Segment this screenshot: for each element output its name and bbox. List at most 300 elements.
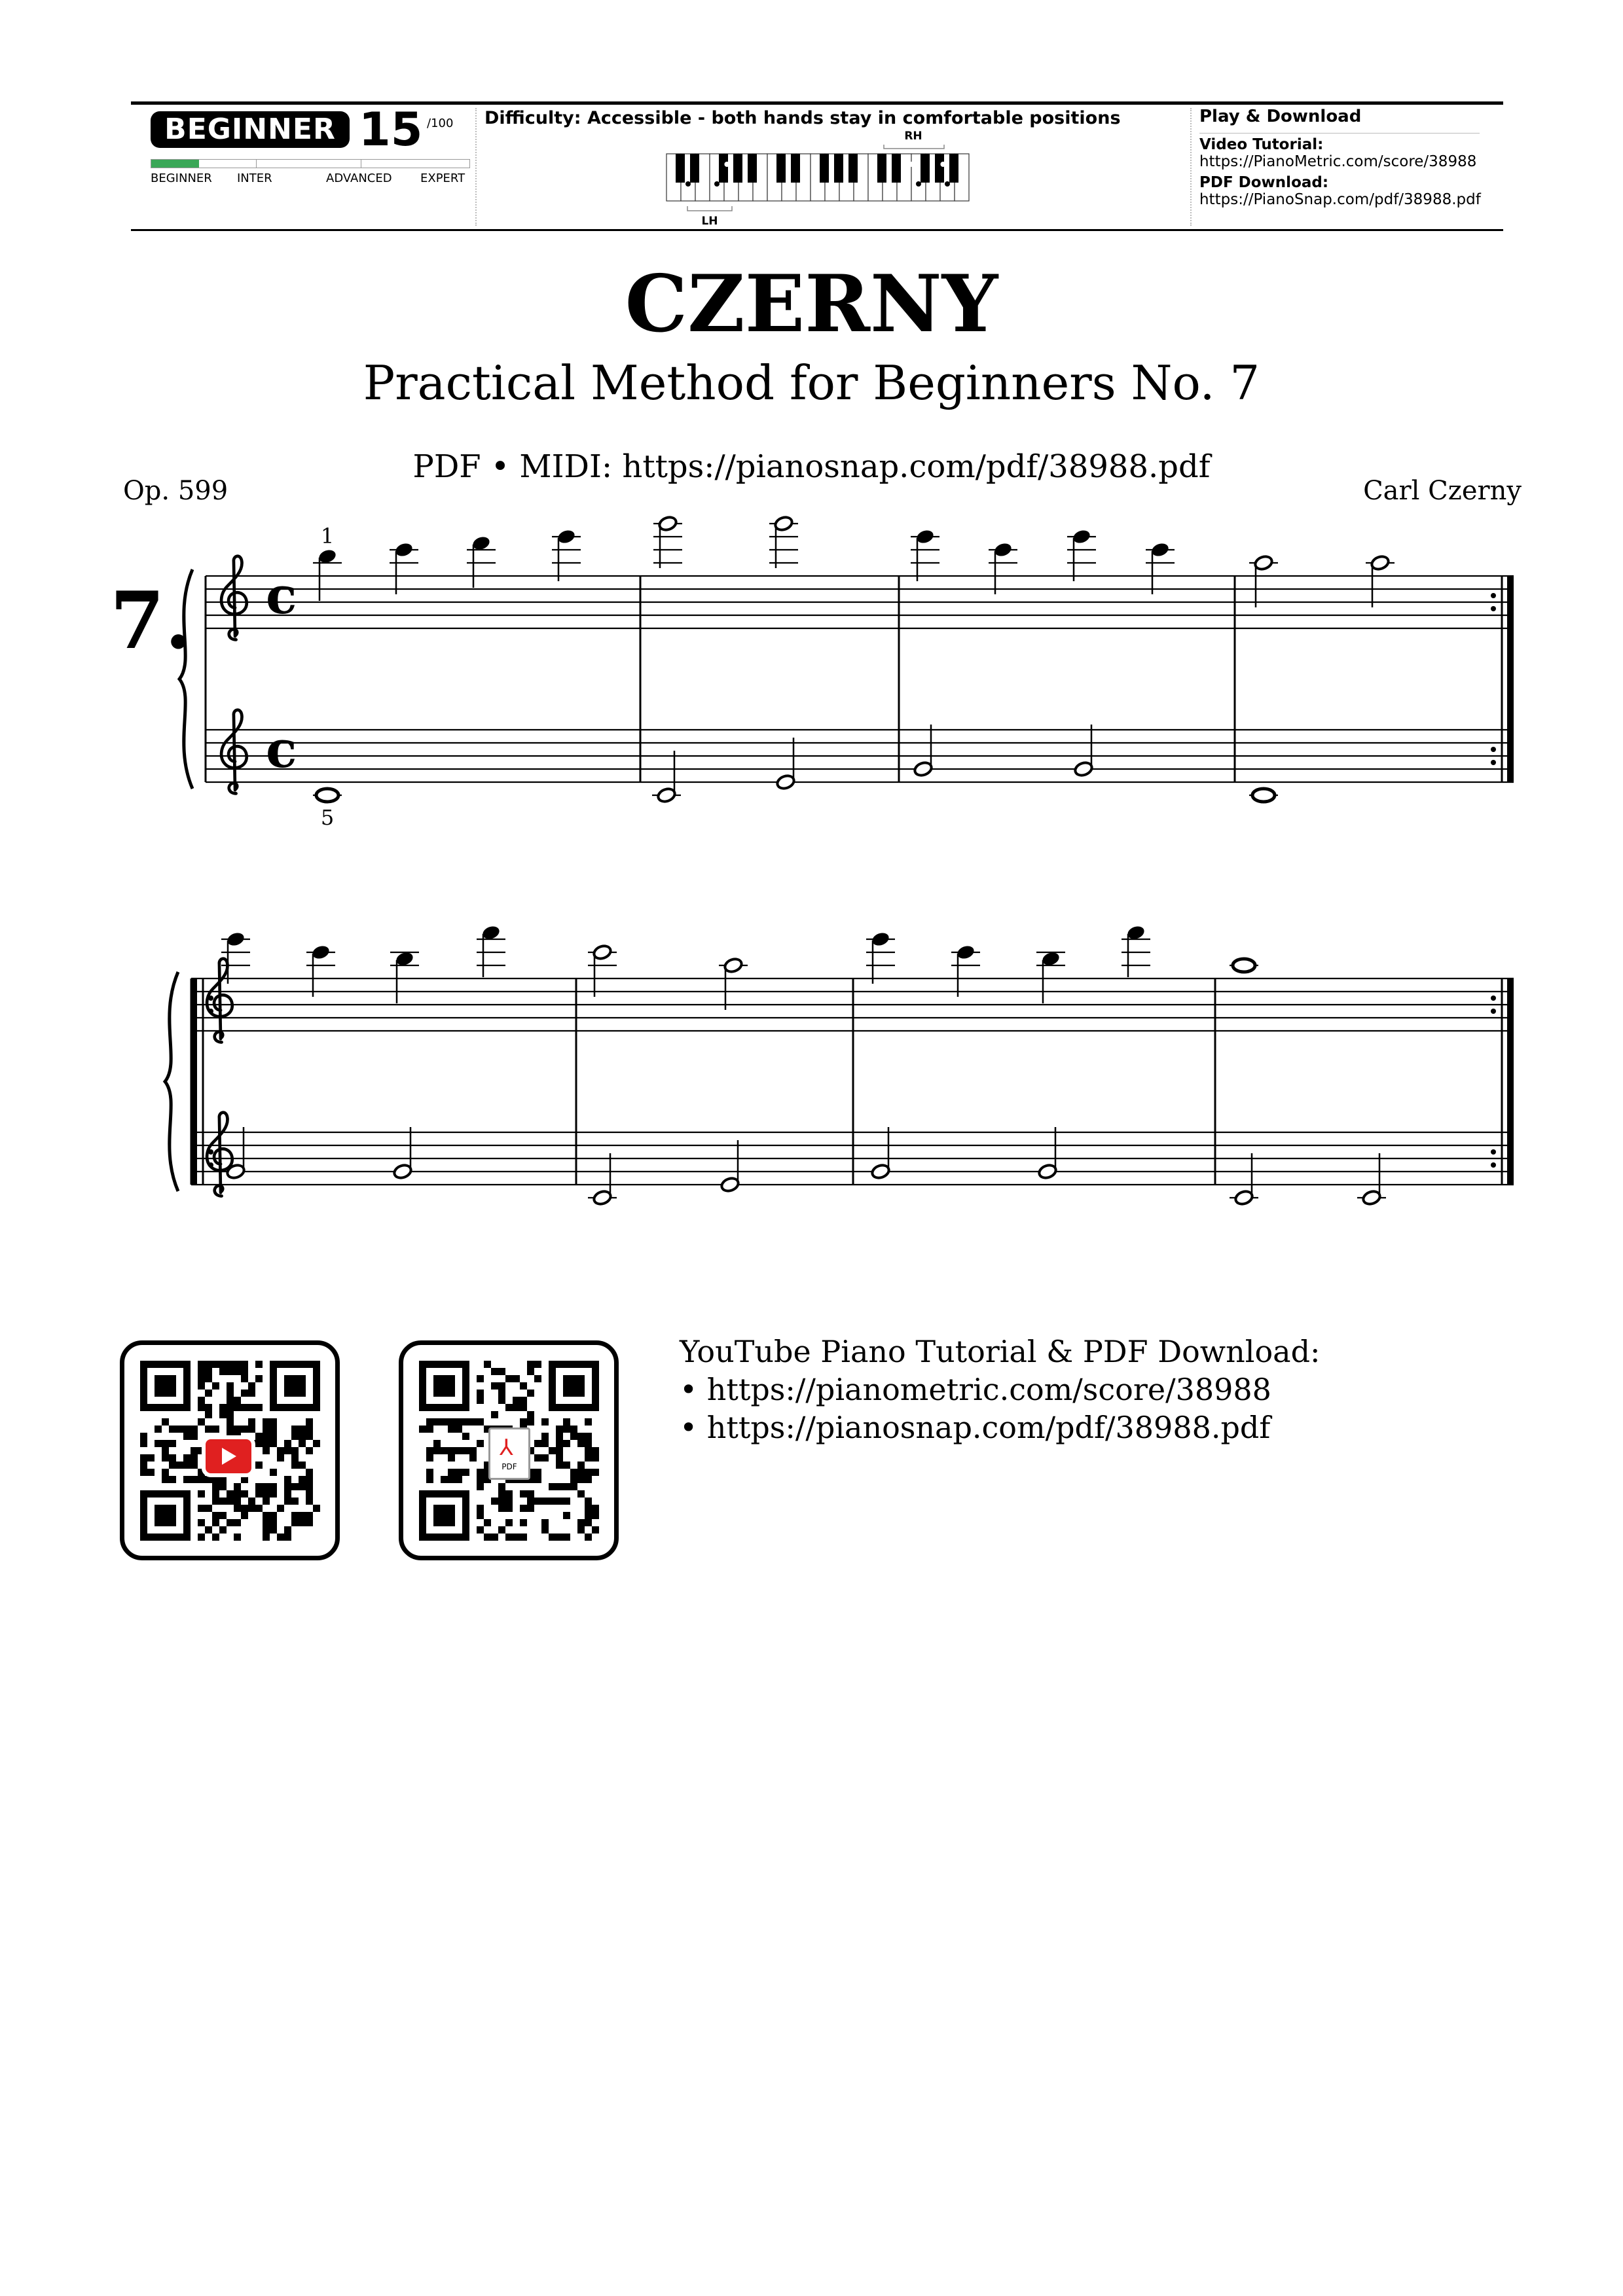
qr-module <box>513 1404 520 1411</box>
qr-module <box>484 1361 491 1368</box>
qr-module <box>147 1469 155 1476</box>
qr-module <box>563 1426 570 1433</box>
qr-module <box>448 1454 455 1462</box>
qr-module <box>270 1526 277 1534</box>
qr-module <box>155 1440 162 1447</box>
qr-module <box>263 1490 270 1498</box>
qr-module <box>549 1534 556 1541</box>
repeat-dot <box>208 1149 213 1155</box>
qr-module <box>313 1505 320 1512</box>
qr-module <box>592 1512 599 1519</box>
qr-module <box>191 1462 198 1469</box>
qr-module <box>306 1433 313 1440</box>
qr-module <box>183 1433 191 1440</box>
qr-module <box>469 1447 477 1454</box>
youtube-qr-code[interactable] <box>120 1340 340 1560</box>
qr-module <box>198 1382 205 1390</box>
qr-module <box>299 1440 306 1447</box>
qr-module <box>585 1476 592 1483</box>
qr-module <box>505 1519 513 1526</box>
qr-module <box>455 1469 462 1476</box>
qr-module <box>556 1534 563 1541</box>
time-signature: c <box>266 566 297 626</box>
qr-module <box>284 1483 291 1490</box>
qr-module <box>306 1519 313 1526</box>
qr-module <box>291 1512 299 1519</box>
qr-module <box>191 1447 198 1454</box>
qr-module <box>263 1418 270 1426</box>
qr-module <box>585 1469 592 1476</box>
qr-module <box>198 1519 205 1526</box>
qr-module <box>212 1490 219 1498</box>
qr-module <box>183 1454 191 1462</box>
qr-module <box>534 1361 541 1368</box>
qr-module <box>527 1490 534 1498</box>
qr-module <box>527 1505 534 1512</box>
note <box>658 515 678 532</box>
qr-module <box>198 1404 205 1411</box>
footer-heading: YouTube Piano Tutorial & PDF Download: <box>680 1334 1321 1369</box>
difficulty-description: Difficulty: Accessible - both hands stay in comfortable positions <box>484 108 1121 128</box>
repeat-dot <box>1491 1009 1496 1014</box>
qr-module <box>219 1404 227 1411</box>
repeat-dot <box>208 1162 213 1168</box>
qr-module <box>255 1462 263 1469</box>
qr-module <box>426 1454 433 1462</box>
qr-module <box>462 1469 469 1476</box>
qr-module <box>241 1404 248 1411</box>
note <box>556 528 577 545</box>
qr-module <box>299 1476 306 1483</box>
qr-module <box>570 1426 577 1433</box>
qr-module <box>592 1505 599 1512</box>
composer-name: Carl Czerny <box>1363 476 1522 506</box>
note <box>593 1189 613 1206</box>
qr-module <box>205 1361 212 1368</box>
qr-finder <box>563 1375 585 1397</box>
qr-module <box>248 1498 255 1505</box>
note <box>915 528 936 545</box>
qr-module <box>477 1512 484 1519</box>
qr-module <box>313 1440 320 1447</box>
qr-module <box>212 1498 219 1505</box>
note <box>1362 1189 1382 1206</box>
qr-module <box>520 1534 527 1541</box>
qr-module <box>527 1361 534 1368</box>
qr-module <box>255 1440 263 1447</box>
qr-module <box>255 1483 263 1490</box>
qr-module <box>484 1534 491 1541</box>
qr-module <box>498 1390 505 1397</box>
piece-title: CZERNY <box>625 258 998 350</box>
qr-module <box>448 1447 455 1454</box>
qr-module <box>176 1462 183 1469</box>
pdf-qr-code[interactable] <box>399 1340 619 1560</box>
qr-module <box>241 1426 248 1433</box>
repeat-end-thick <box>1507 978 1514 1185</box>
qr-module <box>263 1534 270 1541</box>
qr-module <box>570 1469 577 1476</box>
qr-module <box>505 1375 513 1382</box>
repeat-dot <box>208 996 213 1001</box>
qr-module <box>491 1411 498 1418</box>
qr-module <box>534 1440 541 1447</box>
qr-module <box>241 1375 248 1382</box>
qr-module <box>477 1440 484 1447</box>
qr-module <box>299 1426 306 1433</box>
qr-module <box>219 1483 227 1490</box>
qr-module <box>433 1440 441 1447</box>
qr-module <box>549 1498 556 1505</box>
qr-module <box>426 1426 433 1433</box>
qr-module <box>212 1534 219 1541</box>
qr-module <box>241 1505 248 1512</box>
qr-module <box>462 1447 469 1454</box>
qr-module <box>263 1512 270 1519</box>
qr-module <box>263 1519 270 1526</box>
qr-module <box>498 1397 505 1404</box>
qr-module <box>255 1375 263 1382</box>
qr-module <box>140 1433 147 1440</box>
footer-link-pianometric[interactable]: • https://pianometric.com/score/38988 <box>680 1372 1271 1407</box>
qr-module <box>541 1519 549 1526</box>
note <box>993 541 1013 558</box>
qr-module <box>270 1426 277 1433</box>
qr-module <box>241 1490 248 1498</box>
qr-module <box>299 1483 306 1490</box>
qr-module <box>477 1526 484 1534</box>
qr-module <box>477 1505 484 1512</box>
qr-module <box>520 1404 527 1411</box>
qr-module <box>484 1519 491 1526</box>
qr-module <box>227 1411 234 1418</box>
qr-module <box>227 1382 234 1390</box>
qr-module <box>556 1433 563 1440</box>
qr-module <box>234 1361 241 1368</box>
qr-module <box>541 1498 549 1505</box>
qr-module <box>592 1454 599 1462</box>
qr-module <box>291 1426 299 1433</box>
qr-module <box>498 1382 505 1390</box>
qr-module <box>155 1426 162 1433</box>
play-download-title: Play & Download <box>1199 107 1362 126</box>
qr-module <box>520 1397 527 1404</box>
qr-module <box>263 1526 270 1534</box>
qr-module <box>306 1447 313 1454</box>
qr-module <box>212 1382 219 1390</box>
qr-module <box>477 1483 484 1490</box>
qr-module <box>505 1534 513 1541</box>
qr-module <box>263 1447 270 1454</box>
qr-module <box>563 1462 570 1469</box>
qr-module <box>520 1519 527 1526</box>
note <box>1150 541 1171 558</box>
qr-module <box>505 1404 513 1411</box>
qr-module <box>270 1418 277 1426</box>
qr-module <box>577 1519 585 1526</box>
qr-module <box>270 1483 277 1490</box>
qr-module <box>570 1433 577 1440</box>
qr-module <box>570 1476 577 1483</box>
qr-module <box>219 1526 227 1534</box>
qr-module <box>212 1426 219 1433</box>
qr-module <box>419 1426 426 1433</box>
qr-module <box>205 1505 212 1512</box>
level-label-beginner: BEGINNER <box>151 171 212 185</box>
qr-module <box>169 1454 176 1462</box>
level-label-inter: INTER <box>237 171 272 185</box>
qr-module <box>291 1483 299 1490</box>
qr-module <box>556 1426 563 1433</box>
qr-module <box>306 1498 313 1505</box>
qr-module <box>140 1469 147 1476</box>
qr-module <box>219 1498 227 1505</box>
qr-module <box>255 1490 263 1498</box>
qr-module <box>248 1390 255 1397</box>
qr-module <box>577 1433 585 1440</box>
qr-module <box>198 1534 205 1541</box>
qr-module <box>176 1426 183 1433</box>
qr-module <box>477 1375 484 1382</box>
qr-module <box>306 1476 313 1483</box>
qr-module <box>291 1454 299 1462</box>
qr-module <box>212 1483 219 1490</box>
qr-module <box>234 1519 241 1526</box>
qr-module <box>498 1498 505 1505</box>
qr-module <box>227 1498 234 1505</box>
qr-module <box>505 1498 513 1505</box>
qr-module <box>277 1447 284 1454</box>
qr-module <box>469 1418 477 1426</box>
qr-module <box>534 1454 541 1462</box>
qr-module <box>513 1375 520 1382</box>
qr-module <box>541 1440 549 1447</box>
youtube-icon <box>202 1435 255 1477</box>
qr-module <box>234 1397 241 1404</box>
qr-module <box>270 1512 277 1519</box>
qr-module <box>234 1534 241 1541</box>
repeat-end-thick <box>1507 576 1514 782</box>
qr-module <box>162 1476 169 1483</box>
qr-module <box>270 1440 277 1447</box>
qr-module <box>498 1368 505 1375</box>
qr-module <box>263 1433 270 1440</box>
video-tutorial-label: Video Tutorial: <box>1199 136 1324 153</box>
note <box>657 787 677 804</box>
repeat-start-thick <box>191 978 197 1185</box>
pdf-download-link[interactable]: https://PianoSnap.com/pdf/38988.pdf <box>1199 191 1481 208</box>
qr-module <box>448 1476 455 1483</box>
qr-module <box>505 1490 513 1498</box>
qr-module <box>505 1505 513 1512</box>
qr-module <box>433 1447 441 1454</box>
qr-module <box>198 1476 205 1483</box>
qr-module <box>563 1418 570 1426</box>
qr-module <box>556 1498 563 1505</box>
qr-module <box>577 1526 585 1534</box>
qr-module <box>306 1490 313 1498</box>
qr-module <box>219 1368 227 1375</box>
piece-subtitle: Practical Method for Beginners No. 7 <box>363 355 1260 410</box>
opus-number: Op. 599 <box>123 476 228 506</box>
qr-module <box>263 1440 270 1447</box>
qr-module <box>248 1426 255 1433</box>
qr-module <box>191 1433 198 1440</box>
qr-module <box>284 1526 291 1534</box>
qr-module <box>248 1404 255 1411</box>
qr-module <box>577 1469 585 1476</box>
qr-module <box>585 1454 592 1462</box>
brace <box>165 972 178 1191</box>
rh-label: RH <box>904 130 922 143</box>
qr-module <box>162 1447 169 1454</box>
qr-module <box>549 1483 556 1490</box>
level-badge: BEGINNER <box>151 111 350 148</box>
qr-module <box>563 1512 570 1519</box>
repeat-dot <box>208 1009 213 1014</box>
qr-module <box>284 1534 291 1541</box>
note <box>1234 1189 1254 1206</box>
repeat-dot <box>1491 996 1496 1001</box>
note <box>316 789 338 802</box>
qr-module <box>585 1498 592 1505</box>
qr-module <box>212 1361 219 1368</box>
time-signature: c <box>266 720 297 780</box>
qr-module <box>299 1519 306 1526</box>
qr-module <box>284 1447 291 1454</box>
qr-module <box>227 1361 234 1368</box>
qr-module <box>477 1469 484 1476</box>
qr-module <box>491 1498 498 1505</box>
qr-module <box>527 1411 534 1418</box>
qr-module <box>299 1512 306 1519</box>
qr-module <box>491 1368 498 1375</box>
qr-module <box>527 1390 534 1397</box>
qr-module <box>585 1512 592 1519</box>
level-label-advanced: ADVANCED <box>326 171 392 185</box>
qr-module <box>270 1519 277 1526</box>
qr-module <box>299 1462 306 1469</box>
qr-finder <box>155 1375 176 1397</box>
qr-module <box>520 1505 527 1512</box>
qr-module <box>477 1390 484 1397</box>
qr-module <box>477 1397 484 1404</box>
qr-module <box>426 1418 433 1426</box>
qr-module <box>263 1426 270 1433</box>
qr-module <box>455 1418 462 1426</box>
qr-module <box>448 1418 455 1426</box>
qr-module <box>205 1426 212 1433</box>
qr-module <box>270 1469 277 1476</box>
footer-link-pianosnap[interactable]: • https://pianosnap.com/pdf/38988.pdf <box>680 1410 1271 1445</box>
qr-module <box>277 1505 284 1512</box>
qr-module <box>577 1440 585 1447</box>
qr-module <box>441 1447 448 1454</box>
note <box>393 1163 413 1180</box>
note <box>1254 554 1274 571</box>
note <box>871 1163 891 1180</box>
lh-label: LH <box>701 215 718 228</box>
qr-module <box>198 1490 205 1498</box>
qr-module <box>577 1490 585 1498</box>
qr-module <box>585 1519 592 1526</box>
qr-finder <box>155 1505 176 1526</box>
level-label-expert: EXPERT <box>420 171 465 185</box>
video-tutorial-link[interactable]: https://PianoMetric.com/score/38988 <box>1199 153 1477 170</box>
qr-finder <box>433 1505 455 1526</box>
qr-module <box>191 1454 198 1462</box>
qr-module <box>541 1454 549 1462</box>
fingering-rh: 1 <box>320 524 335 548</box>
qr-module <box>498 1483 505 1490</box>
pdf-icon: ⅄ PDF <box>488 1427 530 1480</box>
qr-module <box>234 1490 241 1498</box>
qr-module <box>527 1368 534 1375</box>
qr-module <box>284 1476 291 1483</box>
qr-module <box>191 1476 198 1483</box>
qr-module <box>241 1368 248 1375</box>
qr-module <box>183 1426 191 1433</box>
qr-module <box>491 1534 498 1541</box>
qr-module <box>241 1361 248 1368</box>
qr-module <box>441 1476 448 1483</box>
qr-module <box>284 1440 291 1447</box>
qr-module <box>198 1505 205 1512</box>
qr-module <box>263 1483 270 1490</box>
note <box>913 761 934 778</box>
qr-module <box>520 1490 527 1498</box>
note <box>774 515 794 532</box>
qr-module <box>291 1447 299 1454</box>
qr-module <box>534 1469 541 1476</box>
qr-module <box>549 1447 556 1454</box>
qr-module <box>426 1469 433 1476</box>
qr-module <box>527 1418 534 1426</box>
qr-module <box>306 1512 313 1519</box>
qr-module <box>585 1440 592 1447</box>
qr-module <box>191 1426 198 1433</box>
qr-module <box>198 1361 205 1368</box>
qr-module <box>227 1490 234 1498</box>
qr-module <box>227 1418 234 1426</box>
qr-module <box>462 1433 469 1440</box>
qr-module <box>255 1505 263 1512</box>
qr-module <box>205 1375 212 1382</box>
qr-module <box>248 1418 255 1426</box>
qr-module <box>556 1462 563 1469</box>
qr-module <box>556 1454 563 1462</box>
qr-module <box>448 1426 455 1433</box>
qr-module <box>234 1368 241 1375</box>
qr-module <box>234 1498 241 1505</box>
repeat-dot <box>1491 1149 1496 1155</box>
qr-module <box>248 1505 255 1512</box>
qr-module <box>448 1469 455 1476</box>
qr-module <box>277 1534 284 1541</box>
qr-finder <box>433 1375 455 1397</box>
qr-module <box>255 1404 263 1411</box>
qr-module <box>205 1368 212 1375</box>
qr-module <box>284 1498 291 1505</box>
qr-module <box>585 1447 592 1454</box>
qr-module <box>227 1404 234 1411</box>
note <box>1233 959 1255 972</box>
qr-module <box>169 1462 176 1469</box>
qr-module <box>426 1476 433 1483</box>
qr-module <box>284 1490 291 1498</box>
pdf-midi-link[interactable]: PDF • MIDI: https://pianosnap.com/pdf/38988.pdf <box>412 448 1211 485</box>
qr-module <box>306 1469 313 1476</box>
